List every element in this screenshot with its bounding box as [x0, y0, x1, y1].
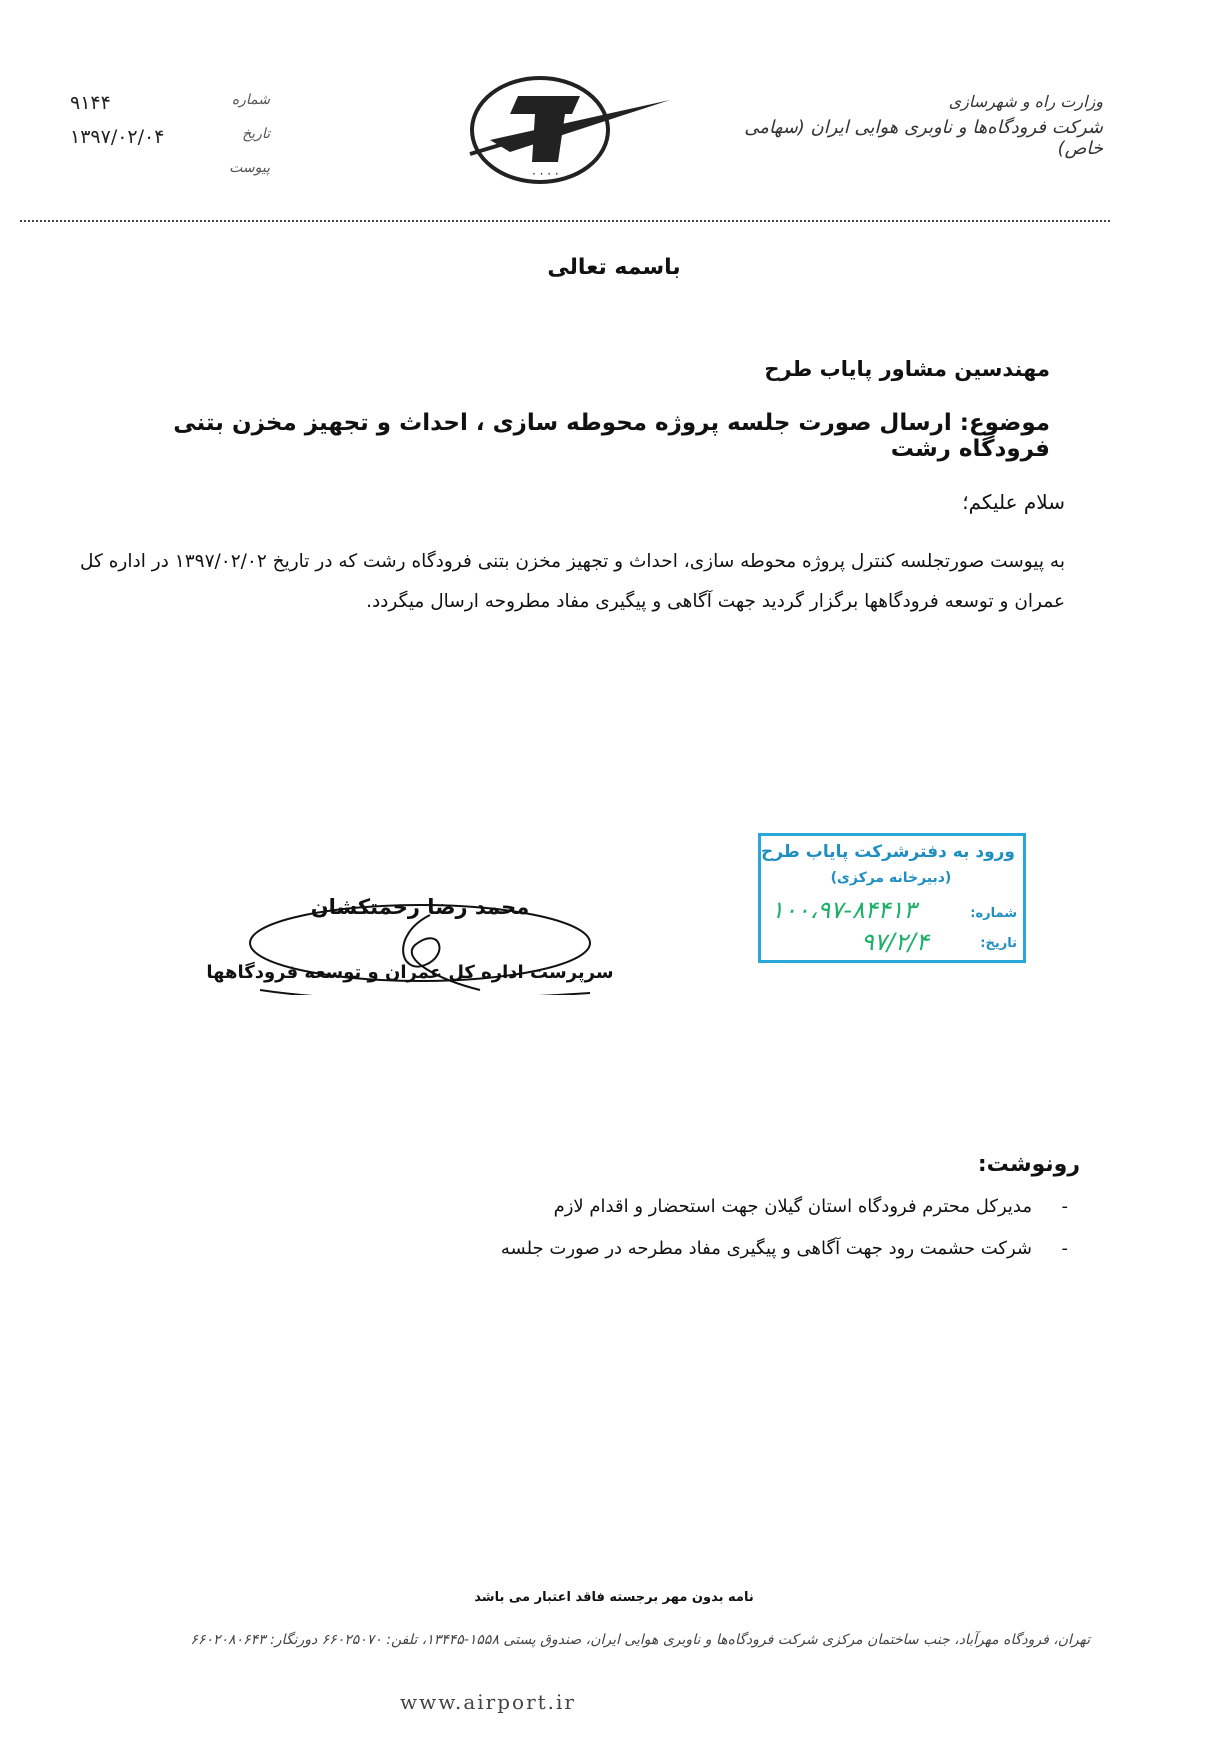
- letter-meta: [70, 92, 270, 192]
- bullet-dash-icon: -: [1061, 1238, 1068, 1259]
- company-name: شرکت فرودگاه‌ها و ناوبری هوایی ایران (سهامی خاص): [744, 117, 1103, 159]
- greeting: سلام علیکم؛: [962, 490, 1065, 514]
- logo-emblem-icon: [440, 62, 680, 192]
- receipt-stamp: [758, 833, 1026, 963]
- recipient: مهندسین مشاور پایاب طرح: [764, 357, 1050, 381]
- bullet-dash-icon: -: [1061, 1196, 1068, 1217]
- stamp-date-label: تاریخ:: [980, 936, 1017, 951]
- stamp-date: ۹۷/۲/۴: [861, 928, 929, 956]
- copy-item-text: مدیرکل محترم فرودگاه استان گیلان جهت استحضار و اقدام لازم: [553, 1196, 1032, 1217]
- svg-text:· · · ·: · · · ·: [532, 167, 559, 181]
- invocation: باسمه تعالی: [547, 255, 681, 280]
- letter-number: ۹۱۴۴: [70, 92, 111, 114]
- copy-item: [501, 1238, 1068, 1259]
- copy-item: [554, 1196, 1068, 1217]
- stamp-number-label: شماره:: [970, 906, 1017, 921]
- stamp-title: ورود به دفترشرکت پایاب طرح: [760, 842, 1015, 862]
- letter-body: به پیوست صورتجلسه کنترل پروژه محوطه سازی، احداث و تجهیز مخزن بتنی فرودگاه رشت که در تاریخ ۱۳۹۷/۰۲/۰۲ در اداره کل عمران و توسعه فرودگاهها برگزار گردید جهت آگاهی و پیگیری مفاد مطروحه ارسال میگردد.: [80, 551, 1065, 612]
- airport-company-logo: [440, 62, 680, 192]
- signer-name: محمد رضا زحمتکشان: [310, 895, 530, 919]
- number-row: [70, 92, 270, 122]
- attachment-label: پیوست: [229, 160, 270, 176]
- organization-name: [743, 92, 1103, 159]
- copies-heading: رونوشت:: [977, 1152, 1080, 1177]
- validity-note: نامه بدون مهر برجسته فاقد اعتبار می باشد: [474, 1590, 754, 1605]
- footer-website: www.airport.ir: [400, 1690, 576, 1714]
- signer-title: سرپرست اداره کل عمران و توسعه فرودگاهها: [206, 962, 614, 983]
- copy-item-text: شرکت حشمت رود جهت آگاهی و پیگیری مفاد مطرحه در صورت جلسه: [500, 1238, 1032, 1259]
- letter-date: ۱۳۹۷/۰۲/۰۴: [70, 126, 165, 148]
- stamp-number: ۱۰۰،۹۷-۸۴۴۱۳: [771, 896, 917, 924]
- footer-address: تهران، فرودگاه مهرآباد، جنب ساختمان مرکزی شرکت فرودگاه‌ها و ناوبری هوایی ایران، صندوق پستی ۱۵۵۸-۱۳۴۴۵، تلفن: ۶۶۰۲۵۰۷۰ دورنگار: ۶۶۰۲۰۸۰۶۴۳: [190, 1632, 1090, 1648]
- header-divider: [20, 220, 1110, 222]
- date-row: [70, 126, 270, 156]
- attachment-row: [70, 160, 270, 190]
- ministry-name: وزارت راه و شهرسازی: [948, 92, 1103, 111]
- date-label: تاریخ: [242, 126, 270, 142]
- stamp-subtitle: (دبیرخانه مرکزی): [830, 870, 952, 886]
- number-label: شماره: [231, 92, 270, 108]
- subject-line: موضوع: ارسال صورت جلسه پروژه محوطه سازی ، احداث و تجهیز مخزن بتنی فرودگاه رشت: [173, 410, 1050, 462]
